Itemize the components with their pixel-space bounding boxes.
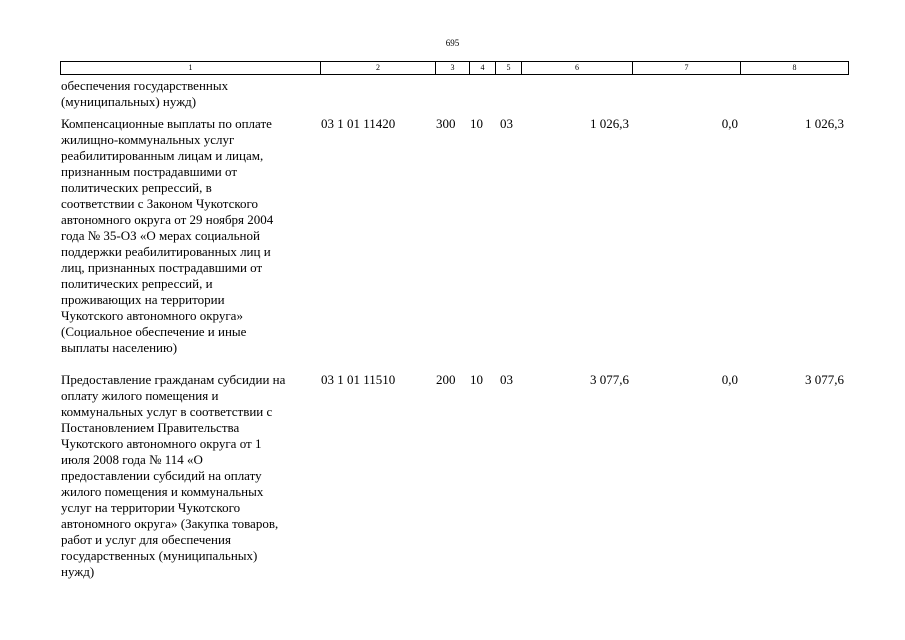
row-amount-col7: 0,0 <box>721 372 738 387</box>
column-header-1: 1 <box>61 62 321 75</box>
row-name-line: года № 35-ОЗ «О мерах социальной <box>61 228 260 243</box>
row-name-line: политических репрессий, и <box>61 276 213 291</box>
row-name-line: поддержки реабилитированных лиц и <box>61 244 271 259</box>
column-header-7: 7 <box>633 62 741 75</box>
row-name-line: (Социальное обеспечение и иные <box>61 324 247 339</box>
row-name-line: жилого помещения и коммунальных <box>61 484 264 499</box>
row-name-line: услуг на территории Чукотского <box>61 500 241 515</box>
row-name-line: июля 2008 года № 114 «О <box>61 452 203 467</box>
row-expense-type: 200 <box>436 372 456 387</box>
column-header-5: 5 <box>496 62 522 75</box>
row-name-line: проживающих на территории <box>61 292 225 307</box>
row-name-line: соответствии с Законом Чукотского <box>61 196 259 211</box>
column-header-3: 3 <box>436 62 470 75</box>
row-section: 10 <box>470 372 483 387</box>
column-header-2: 2 <box>321 62 436 75</box>
row-name-line: автономного округа от 29 ноября 2004 <box>61 212 274 227</box>
row-name-line: реабилитированным лицам и лицам, <box>61 148 264 163</box>
row-name-line: выплаты населению) <box>61 340 178 355</box>
row-target-code: 03 1 01 11420 <box>321 116 396 131</box>
row-name-line: Предоставление гражданам субсидии на <box>61 372 286 387</box>
row-amount-col7: 0,0 <box>721 116 738 131</box>
row-subsection: 03 <box>500 116 513 131</box>
row-name-line: оплату жилого помещения и <box>61 388 219 403</box>
row-subsection: 03 <box>500 372 513 387</box>
row-name-line: Постановлением Правительства <box>61 420 240 435</box>
column-header-row <box>60 61 849 75</box>
row-name-line: Компенсационные выплаты по оплате <box>61 116 272 131</box>
row-name-line: автономного округа» (Закупка товаров, <box>61 516 279 531</box>
row-amount-col8: 3 077,6 <box>805 372 844 387</box>
row-expense-type: 300 <box>436 116 456 131</box>
row-name-line: Чукотского автономного округа» <box>61 308 243 323</box>
row-amount-col6: 3 077,6 <box>590 372 629 387</box>
row-name-line: политических репрессий, в <box>61 180 212 195</box>
page-number: 695 <box>445 38 460 48</box>
row-target-code: 03 1 01 11510 <box>321 372 396 387</box>
row-name-line: жилищно-коммунальных услуг <box>61 132 235 147</box>
row-amount-col6: 1 026,3 <box>590 116 629 131</box>
column-header-6: 6 <box>522 62 633 75</box>
row-name-line: работ и услуг для обеспечения <box>61 532 231 547</box>
row-section: 10 <box>470 116 483 131</box>
continuation-line: (муниципальных) нужд) <box>61 94 197 109</box>
row-name-line: лиц, признанных пострадавшими от <box>61 260 263 275</box>
row-name-line: признанным пострадавшими от <box>61 164 237 179</box>
row-name-line: коммунальных услуг в соответствии с <box>61 404 273 419</box>
row-name-line: государственных (муниципальных) <box>61 548 258 563</box>
column-header-8: 8 <box>741 62 849 75</box>
row-name-line: предоставлении субсидий на оплату <box>61 468 262 483</box>
row-name-line: нужд) <box>61 564 95 579</box>
continuation-line: обеспечения государственных <box>61 78 229 93</box>
row-amount-col8: 1 026,3 <box>805 116 844 131</box>
row-name-line: Чукотского автономного округа от 1 <box>61 436 262 451</box>
column-header-4: 4 <box>470 62 496 75</box>
